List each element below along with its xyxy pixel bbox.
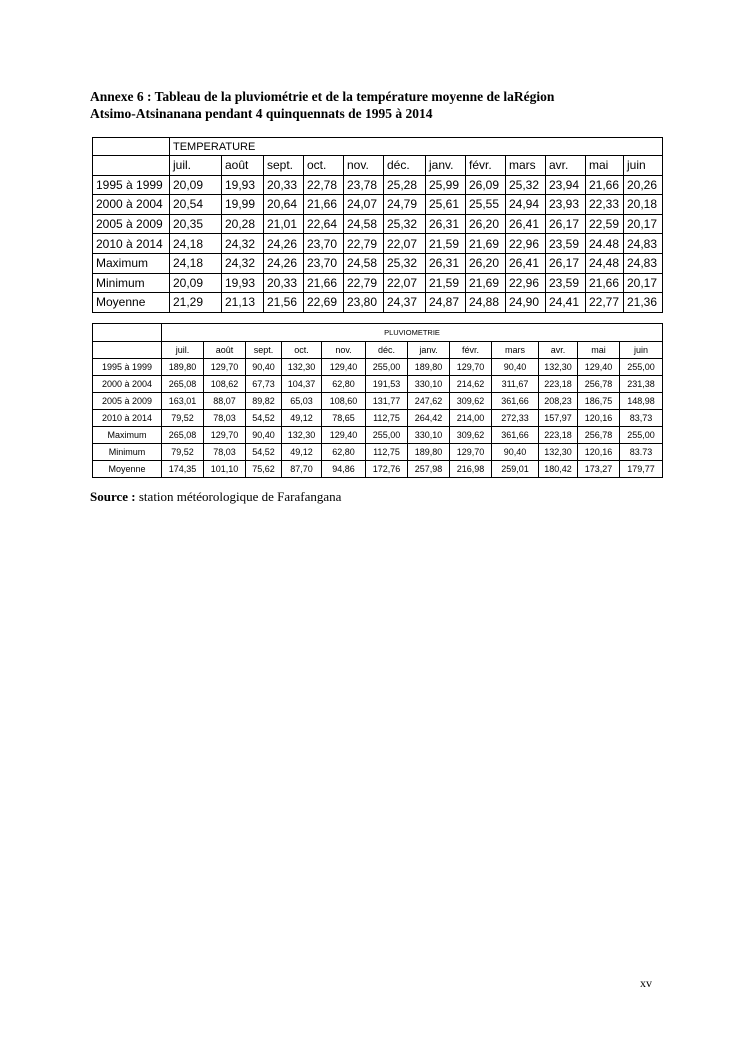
value-cell: 25,32 — [384, 253, 426, 273]
value-cell: 26,41 — [506, 214, 546, 234]
month-header: mars — [492, 342, 539, 359]
value-cell: 22,96 — [506, 234, 546, 254]
value-cell: 49,12 — [282, 410, 322, 427]
value-cell: 259,01 — [492, 461, 539, 478]
month-header: juin — [620, 342, 663, 359]
temperature-table-row — [93, 195, 663, 215]
month-header: janv. — [426, 156, 466, 176]
value-cell: 255,00 — [620, 359, 663, 376]
value-cell: 78,03 — [204, 444, 246, 461]
value-cell: 25,32 — [506, 175, 546, 195]
value-cell: 131,77 — [366, 393, 408, 410]
row-label: Moyenne — [93, 461, 162, 478]
value-cell: 83,73 — [620, 410, 663, 427]
value-cell: 23,70 — [304, 234, 344, 254]
value-cell: 22,33 — [586, 195, 624, 215]
temperature-header-empty-cell — [93, 156, 170, 176]
value-cell: 22,79 — [344, 234, 384, 254]
value-cell: 94,86 — [322, 461, 366, 478]
month-header: oct. — [282, 342, 322, 359]
value-cell: 22,07 — [384, 273, 426, 293]
value-cell: 191,53 — [366, 376, 408, 393]
value-cell: 62,80 — [322, 376, 366, 393]
value-cell: 79,52 — [162, 444, 204, 461]
value-cell: 257,98 — [408, 461, 450, 478]
value-cell: 19,93 — [222, 273, 264, 293]
row-label: Moyenne — [93, 293, 170, 313]
value-cell: 256,78 — [578, 427, 620, 444]
value-cell: 24,79 — [384, 195, 426, 215]
value-cell: 255,00 — [366, 427, 408, 444]
value-cell: 20,54 — [170, 195, 222, 215]
value-cell: 208,23 — [539, 393, 578, 410]
month-header: août — [204, 342, 246, 359]
month-header: juil. — [162, 342, 204, 359]
value-cell: 132,30 — [282, 427, 322, 444]
value-cell: 129,70 — [204, 427, 246, 444]
value-cell: 214,62 — [450, 376, 492, 393]
month-header: janv. — [408, 342, 450, 359]
temperature-table-row — [93, 253, 663, 273]
value-cell: 186,75 — [578, 393, 620, 410]
value-cell: 179,77 — [620, 461, 663, 478]
value-cell: 163,01 — [162, 393, 204, 410]
value-cell: 23,94 — [546, 175, 586, 195]
pluviometrie-table-title: PLUVIOMETRIE — [162, 324, 663, 342]
row-label: Maximum — [93, 253, 170, 273]
month-header: oct. — [304, 156, 344, 176]
value-cell: 20,18 — [624, 195, 663, 215]
value-cell: 25,55 — [466, 195, 506, 215]
value-cell: 25,61 — [426, 195, 466, 215]
value-cell: 265,08 — [162, 376, 204, 393]
pluviometrie-title-row — [93, 324, 663, 342]
value-cell: 20,09 — [170, 273, 222, 293]
source-note — [90, 489, 341, 505]
row-label: 2010 à 2014 — [93, 234, 170, 254]
value-cell: 231,38 — [620, 376, 663, 393]
value-cell: 19,93 — [222, 175, 264, 195]
value-cell: 79,52 — [162, 410, 204, 427]
month-header: nov. — [344, 156, 384, 176]
value-cell: 24,37 — [384, 293, 426, 313]
pluviometrie-table-row — [93, 461, 663, 478]
row-label: 2005 à 2009 — [93, 393, 162, 410]
value-cell: 361,66 — [492, 427, 539, 444]
value-cell: 22,79 — [344, 273, 384, 293]
value-cell: 83.73 — [620, 444, 663, 461]
value-cell: 89,82 — [246, 393, 282, 410]
pluviometrie-table-row — [93, 359, 663, 376]
pluviometrie-table-row — [93, 444, 663, 461]
month-header: avr. — [539, 342, 578, 359]
value-cell: 174,35 — [162, 461, 204, 478]
value-cell: 67,73 — [246, 376, 282, 393]
value-cell: 21,01 — [264, 214, 304, 234]
value-cell: 104,37 — [282, 376, 322, 393]
value-cell: 272,33 — [492, 410, 539, 427]
value-cell: 21,69 — [466, 234, 506, 254]
value-cell: 78,03 — [204, 410, 246, 427]
value-cell: 26,17 — [546, 253, 586, 273]
pluviometrie-table-row — [93, 376, 663, 393]
temperature-corner-cell — [93, 138, 170, 156]
value-cell: 90,40 — [246, 359, 282, 376]
value-cell: 21,66 — [304, 195, 344, 215]
value-cell: 24,26 — [264, 253, 304, 273]
value-cell: 311,67 — [492, 376, 539, 393]
value-cell: 309,62 — [450, 427, 492, 444]
value-cell: 24,41 — [546, 293, 586, 313]
value-cell: 101,10 — [204, 461, 246, 478]
row-label: 1995 à 1999 — [93, 175, 170, 195]
pluviometrie-table — [92, 323, 663, 478]
month-header: mai — [578, 342, 620, 359]
value-cell: 75,62 — [246, 461, 282, 478]
month-header: déc. — [384, 156, 426, 176]
value-cell: 22,78 — [304, 175, 344, 195]
value-cell: 189,80 — [162, 359, 204, 376]
month-header: juil. — [170, 156, 222, 176]
value-cell: 21,29 — [170, 293, 222, 313]
value-cell: 223,18 — [539, 376, 578, 393]
value-cell: 65,03 — [282, 393, 322, 410]
value-cell: 180,42 — [539, 461, 578, 478]
value-cell: 157,97 — [539, 410, 578, 427]
temperature-table-row — [93, 293, 663, 313]
value-cell: 21,66 — [586, 175, 624, 195]
temperature-table-row — [93, 175, 663, 195]
temperature-table-row — [93, 234, 663, 254]
value-cell: 129,70 — [450, 359, 492, 376]
value-cell: 24,07 — [344, 195, 384, 215]
row-label: 2000 à 2004 — [93, 376, 162, 393]
value-cell: 24.48 — [586, 234, 624, 254]
value-cell: 54,52 — [246, 410, 282, 427]
value-cell: 24,94 — [506, 195, 546, 215]
value-cell: 129,40 — [322, 427, 366, 444]
pluviometrie-table-row — [93, 427, 663, 444]
value-cell: 21,13 — [222, 293, 264, 313]
value-cell: 265,08 — [162, 427, 204, 444]
value-cell: 129,70 — [204, 359, 246, 376]
value-cell: 214,00 — [450, 410, 492, 427]
value-cell: 26,09 — [466, 175, 506, 195]
row-label: 1995 à 1999 — [93, 359, 162, 376]
value-cell: 120,16 — [578, 444, 620, 461]
value-cell: 62,80 — [322, 444, 366, 461]
value-cell: 23,78 — [344, 175, 384, 195]
value-cell: 21,66 — [586, 273, 624, 293]
value-cell: 24,83 — [624, 253, 663, 273]
value-cell: 90,40 — [492, 444, 539, 461]
value-cell: 120,16 — [578, 410, 620, 427]
value-cell: 88,07 — [204, 393, 246, 410]
value-cell: 20,64 — [264, 195, 304, 215]
value-cell: 22,69 — [304, 293, 344, 313]
value-cell: 19,99 — [222, 195, 264, 215]
value-cell: 255,00 — [620, 427, 663, 444]
value-cell: 256,78 — [578, 376, 620, 393]
value-cell: 24,88 — [466, 293, 506, 313]
annex-heading-line-2: Atsimo-Atsinanana pendant 4 quinquennats de 1995 à 2014 — [90, 106, 433, 121]
value-cell: 22,59 — [586, 214, 624, 234]
value-cell: 87,70 — [282, 461, 322, 478]
value-cell: 22,07 — [384, 234, 426, 254]
value-cell: 24,18 — [170, 253, 222, 273]
value-cell: 25,28 — [384, 175, 426, 195]
value-cell: 20,17 — [624, 214, 663, 234]
value-cell: 189,80 — [408, 444, 450, 461]
month-header: févr. — [450, 342, 492, 359]
value-cell: 25,99 — [426, 175, 466, 195]
value-cell: 26,20 — [466, 214, 506, 234]
value-cell: 112,75 — [366, 444, 408, 461]
annex-heading-line-1: Annexe 6 : Tableau de la pluviométrie et de la température moyenne de laRégion — [90, 89, 555, 104]
month-header: févr. — [466, 156, 506, 176]
pluviometrie-table-row — [93, 393, 663, 410]
value-cell: 309,62 — [450, 393, 492, 410]
row-label: 2010 à 2014 — [93, 410, 162, 427]
value-cell: 129,70 — [450, 444, 492, 461]
value-cell: 21,36 — [624, 293, 663, 313]
value-cell: 173,27 — [578, 461, 620, 478]
value-cell: 247,62 — [408, 393, 450, 410]
row-label: Minimum — [93, 444, 162, 461]
value-cell: 189,80 — [408, 359, 450, 376]
value-cell: 21,59 — [426, 234, 466, 254]
value-cell: 20,28 — [222, 214, 264, 234]
value-cell: 21,56 — [264, 293, 304, 313]
value-cell: 132,30 — [282, 359, 322, 376]
value-cell: 172,76 — [366, 461, 408, 478]
temperature-title-row — [93, 138, 663, 156]
month-header: mars — [506, 156, 546, 176]
value-cell: 264,42 — [408, 410, 450, 427]
value-cell: 26,31 — [426, 253, 466, 273]
value-cell: 20,33 — [264, 273, 304, 293]
month-header: mai — [586, 156, 624, 176]
value-cell: 132,30 — [539, 359, 578, 376]
source-text: station météorologique de Farafangana — [138, 489, 342, 504]
pluviometrie-header-empty-cell — [93, 342, 162, 359]
temperature-table — [92, 137, 663, 313]
value-cell: 90,40 — [492, 359, 539, 376]
value-cell: 22,77 — [586, 293, 624, 313]
value-cell: 26,41 — [506, 253, 546, 273]
value-cell: 24,90 — [506, 293, 546, 313]
temperature-table-title: TEMPERATURE — [170, 138, 663, 156]
value-cell: 23,70 — [304, 253, 344, 273]
value-cell: 24,58 — [344, 214, 384, 234]
value-cell: 255,00 — [366, 359, 408, 376]
value-cell: 21,59 — [426, 273, 466, 293]
value-cell: 54,52 — [246, 444, 282, 461]
month-header: sept. — [264, 156, 304, 176]
value-cell: 23,59 — [546, 234, 586, 254]
row-label: Maximum — [93, 427, 162, 444]
value-cell: 20,26 — [624, 175, 663, 195]
temperature-table-row — [93, 214, 663, 234]
month-header: sept. — [246, 342, 282, 359]
value-cell: 23,59 — [546, 273, 586, 293]
value-cell: 20,35 — [170, 214, 222, 234]
value-cell: 20,33 — [264, 175, 304, 195]
value-cell: 24,83 — [624, 234, 663, 254]
value-cell: 361,66 — [492, 393, 539, 410]
value-cell: 223,18 — [539, 427, 578, 444]
value-cell: 24,32 — [222, 234, 264, 254]
value-cell: 108,60 — [322, 393, 366, 410]
month-header: août — [222, 156, 264, 176]
value-cell: 26,31 — [426, 214, 466, 234]
value-cell: 26,17 — [546, 214, 586, 234]
page-number: xv — [640, 976, 652, 990]
value-cell: 216,98 — [450, 461, 492, 478]
value-cell: 25,32 — [384, 214, 426, 234]
month-header: déc. — [366, 342, 408, 359]
temperature-month-header-row — [93, 156, 663, 176]
value-cell: 24,32 — [222, 253, 264, 273]
row-label: Minimum — [93, 273, 170, 293]
value-cell: 24,18 — [170, 234, 222, 254]
month-header: nov. — [322, 342, 366, 359]
value-cell: 330,10 — [408, 376, 450, 393]
value-cell: 24,26 — [264, 234, 304, 254]
value-cell: 22,96 — [506, 273, 546, 293]
annex-heading — [90, 88, 670, 122]
value-cell: 23,93 — [546, 195, 586, 215]
value-cell: 129,40 — [322, 359, 366, 376]
month-header: juin — [624, 156, 663, 176]
value-cell: 129,40 — [578, 359, 620, 376]
value-cell: 112,75 — [366, 410, 408, 427]
value-cell: 20,17 — [624, 273, 663, 293]
value-cell: 78,65 — [322, 410, 366, 427]
value-cell: 21,66 — [304, 273, 344, 293]
row-label: 2005 à 2009 — [93, 214, 170, 234]
value-cell: 24,58 — [344, 253, 384, 273]
value-cell: 24,48 — [586, 253, 624, 273]
value-cell: 24,87 — [426, 293, 466, 313]
value-cell: 49,12 — [282, 444, 322, 461]
pluviometrie-corner-cell — [93, 324, 162, 342]
temperature-table-row — [93, 273, 663, 293]
pluviometrie-table-row — [93, 410, 663, 427]
value-cell: 23,80 — [344, 293, 384, 313]
row-label: 2000 à 2004 — [93, 195, 170, 215]
value-cell: 90,40 — [246, 427, 282, 444]
value-cell: 20,09 — [170, 175, 222, 195]
pluviometrie-month-header-row — [93, 342, 663, 359]
source-label: Source : — [90, 489, 136, 504]
month-header: avr. — [546, 156, 586, 176]
value-cell: 132,30 — [539, 444, 578, 461]
value-cell: 21,69 — [466, 273, 506, 293]
value-cell: 26,20 — [466, 253, 506, 273]
value-cell: 148,98 — [620, 393, 663, 410]
value-cell: 330,10 — [408, 427, 450, 444]
value-cell: 108,62 — [204, 376, 246, 393]
value-cell: 22,64 — [304, 214, 344, 234]
